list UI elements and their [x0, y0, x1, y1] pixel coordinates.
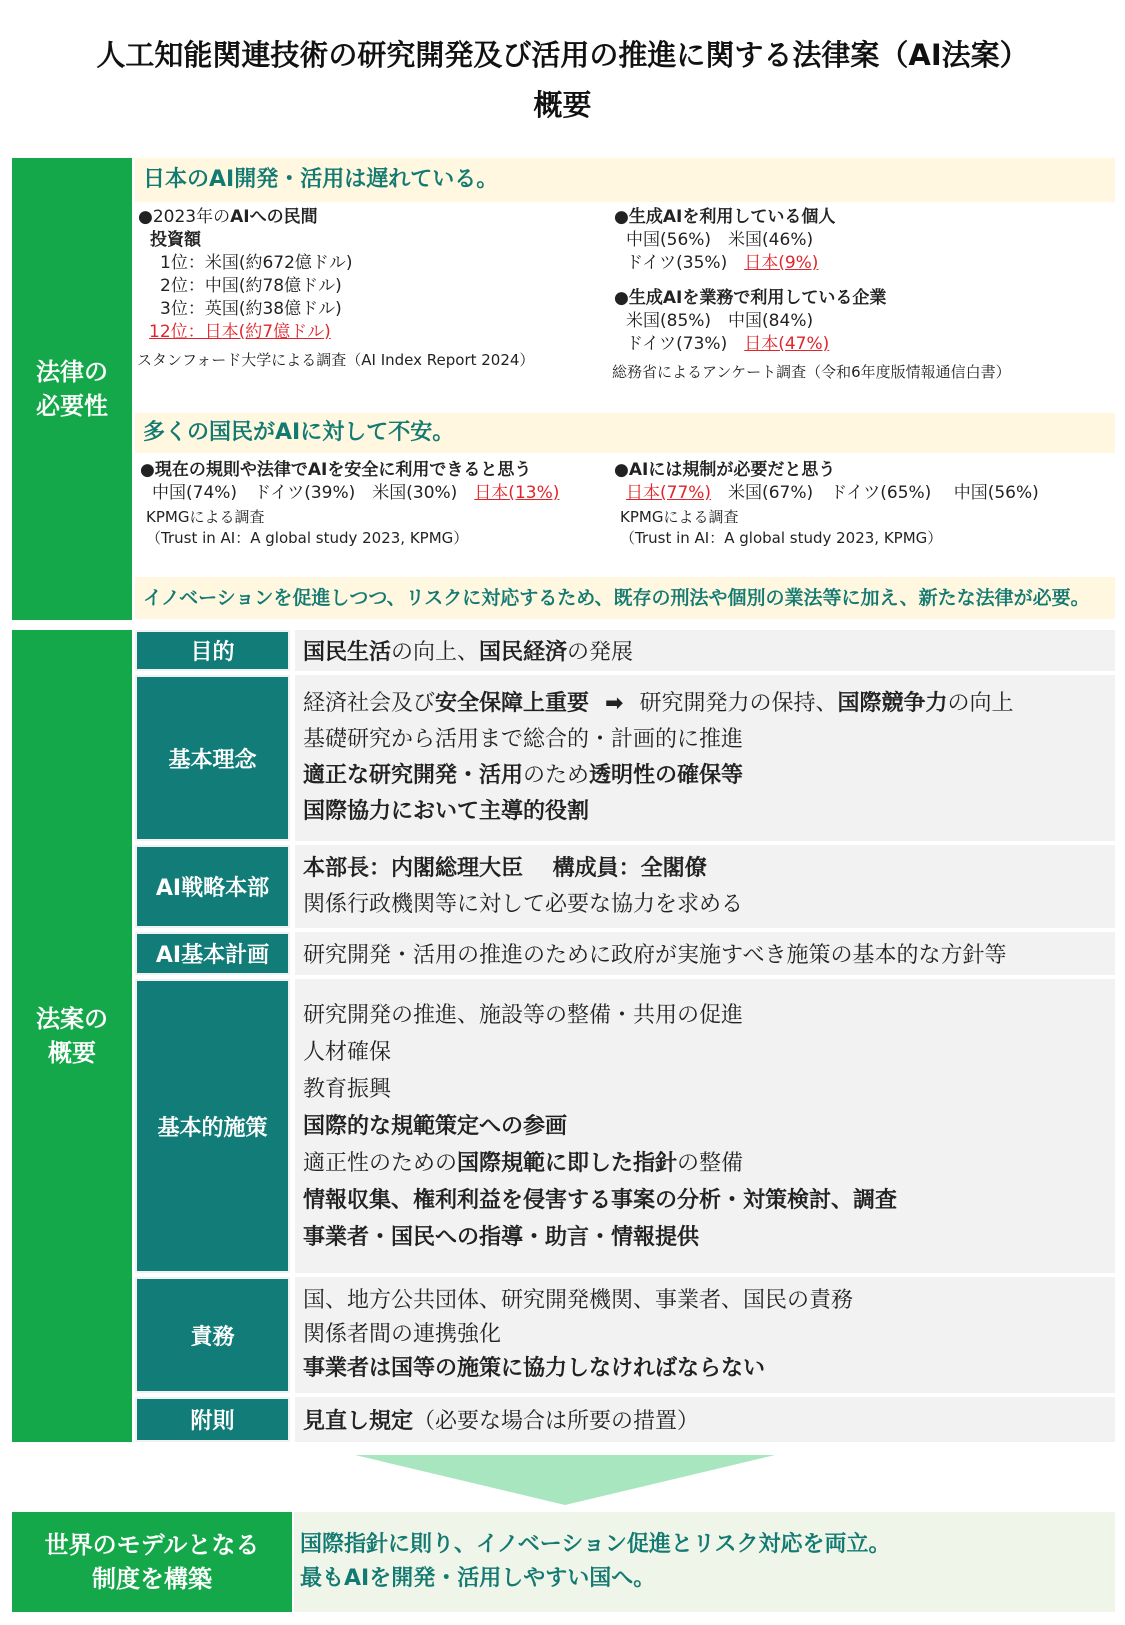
safe-use-source	[146, 507, 468, 549]
necessity-label-line1: 法律の	[36, 358, 108, 386]
plan-text: 研究開発・活用の推進のために政府が実施すべき施策の基本的な方針等	[303, 943, 1007, 968]
safe-use-head: ●現在の規則や法律でAIを安全に利用できると思う	[140, 460, 532, 480]
supplement-label: 附則	[135, 1397, 290, 1442]
hq-row	[135, 845, 1115, 928]
page-title	[0, 30, 1125, 130]
safe-use-block	[140, 459, 559, 505]
duty-l3: 事業者は国等の施策に協力しなければならない	[303, 1356, 766, 1381]
regulation-source	[620, 507, 942, 549]
investment-head-ai: AI	[230, 207, 250, 227]
business-usage-head: ●生成AIを業務で利用している企業	[614, 288, 887, 308]
goal-text-line1: 国際指針に則り、イノベーション促進とリスク対応を両立。	[300, 1532, 891, 1557]
hq-l2: 関係行政機関等に対して必要な協力を求める	[303, 891, 744, 917]
measures-l1: 研究開発の推進、施設等の整備・共用の促進	[303, 1002, 744, 1028]
supplement-text-b: （必要な場合は所要の措置）	[413, 1409, 700, 1434]
measures-l7: 事業者・国民への指導・助言・情報提供	[303, 1224, 700, 1250]
investment-source: スタンフォード大学による調査（AI Index Report 2024）	[137, 351, 535, 369]
necessity-label-line2: 必要性	[36, 392, 108, 420]
investment-head-line2: 投資額	[150, 230, 201, 250]
purpose-text-a: 国民生活	[303, 640, 392, 665]
plan-label: AI基本計画	[135, 932, 290, 975]
measures-l5c: の整備	[677, 1150, 744, 1176]
investment-rank-1: 1位：米国(約672億ドル)	[160, 253, 353, 273]
purpose-text-b: の向上、	[391, 640, 480, 665]
individual-usage-block	[614, 206, 835, 275]
purpose-content	[295, 630, 1115, 671]
public-anxiety-heading: 多くの国民がAIに対して不安。	[135, 413, 1115, 453]
individual-usage-japan: 日本(9%)	[744, 253, 819, 273]
business-usage-line2: ドイツ(73%)	[626, 334, 745, 354]
principle-l3b: のため	[523, 763, 590, 788]
safe-use-line: 中国(74%) ドイツ(39%) 米国(30%)	[152, 483, 475, 503]
goal-label	[12, 1512, 292, 1612]
new-law-needed-banner: イノベーションを促進しつつ、リスクに対応するため、既存の刑法や個別の業法等に加え、新たな法律が必要。	[135, 577, 1115, 619]
principle-l2: 基礎研究から活用まで総合的・計画的に推進	[303, 727, 744, 752]
right-arrow-icon: ➡	[605, 691, 624, 716]
regulation-head: ●AIには規制が必要だと思う	[614, 460, 836, 480]
principle-label: 基本理念	[135, 675, 290, 841]
duty-content	[295, 1277, 1115, 1393]
hq-content	[295, 845, 1115, 928]
regulation-block	[614, 459, 1039, 505]
investment-rank-3: 3位：英国(約38億ドル)	[160, 299, 342, 319]
principle-l4: 国際協力において主導的役割	[303, 799, 590, 824]
goal-text-line2: 最もAIを開発・活用しやすい国へ。	[300, 1566, 656, 1591]
investment-rank-japan: 12位：日本(約7億ドル)	[149, 322, 331, 342]
overview-label-line2: 概要	[48, 1039, 96, 1067]
duty-row	[135, 1277, 1115, 1393]
duty-l2: 関係者間の連携強化	[303, 1322, 502, 1347]
business-usage-japan: 日本(47%)	[744, 334, 830, 354]
necessity-section-label	[12, 158, 132, 620]
business-usage-block	[614, 287, 886, 356]
overview-label-line1: 法案の	[36, 1005, 108, 1033]
regulation-line: 米国(67%) ドイツ(65%) 中国(56%)	[711, 483, 1039, 503]
principle-l1b: 安全保障上重要	[435, 691, 590, 716]
regulation-source-line1: KPMGによる調査	[620, 508, 739, 526]
measures-l4: 国際的な規範策定への参画	[303, 1113, 568, 1139]
supplement-text-a: 見直し規定	[303, 1409, 414, 1434]
safe-use-japan: 日本(13%)	[474, 483, 560, 503]
individual-usage-line1: 中国(56%) 米国(46%)	[626, 230, 814, 250]
duty-l1: 国、地方公共団体、研究開発機関、事業者、国民の責務	[303, 1288, 854, 1313]
safe-use-source-line2: （Trust in AI：A global study 2023, KPMG）	[146, 529, 469, 547]
investment-rank-2: 2位：中国(約78億ドル)	[160, 276, 342, 296]
principle-l1c: 研究開発力の保持、	[639, 691, 838, 716]
investment-head-mid: への民間	[249, 207, 318, 227]
overview-section-label	[12, 630, 132, 1442]
hq-label: AI戦略本部	[135, 845, 290, 928]
measures-content	[295, 979, 1115, 1273]
down-arrow-icon	[355, 1455, 775, 1505]
measures-l6: 情報収集、権利利益を侵害する事案の分析・対策検討、調査	[303, 1187, 898, 1213]
plan-row	[135, 932, 1115, 975]
investment-block	[138, 206, 353, 344]
duty-label: 責務	[135, 1277, 290, 1393]
purpose-row	[135, 630, 1115, 671]
purpose-text-c: 国民経済	[479, 640, 568, 665]
measures-l5b: 国際規範に即した指針	[457, 1150, 678, 1176]
measures-l2: 人材確保	[303, 1039, 392, 1065]
regulation-japan: 日本(77%)	[626, 483, 712, 503]
measures-label: 基本的施策	[135, 979, 290, 1273]
business-usage-source: 総務省によるアンケート調査（令和6年度版情報通信白書）	[612, 363, 1011, 381]
measures-l3: 教育振興	[303, 1076, 392, 1102]
principle-l3a: 適正な研究開発・活用	[303, 763, 524, 788]
goal-text	[294, 1512, 1115, 1612]
hq-l1: 本部長：内閣総理大臣 構成員：全閣僚	[303, 855, 707, 881]
investment-head-pre: ●2023年の	[138, 207, 231, 227]
plan-content	[295, 932, 1115, 975]
principle-l1d: 国際競争力	[837, 691, 948, 716]
title-line-2: 概要	[533, 88, 592, 122]
goal-label-line2: 制度を構築	[92, 1565, 212, 1593]
principle-l1e: の向上	[947, 691, 1014, 716]
title-line-1: 人工知能関連技術の研究開発及び活用の推進に関する法律案（AI法案）	[96, 38, 1029, 72]
purpose-label: 目的	[135, 630, 290, 671]
supplement-content	[295, 1397, 1115, 1442]
principle-row	[135, 675, 1115, 841]
individual-usage-line2: ドイツ(35%)	[626, 253, 745, 273]
principle-content	[295, 675, 1115, 841]
goal-label-line1: 世界のモデルとなる	[44, 1531, 260, 1559]
principle-l1a: 経済社会及び	[303, 691, 436, 716]
principle-l3c: 透明性の確保等	[589, 763, 744, 788]
measures-row	[135, 979, 1115, 1273]
measures-l5a: 適正性のための	[303, 1150, 458, 1176]
business-usage-line1: 米国(85%) 中国(84%)	[626, 311, 814, 331]
ai-delay-heading: 日本のAI開発・活用は遅れている。	[135, 158, 1115, 202]
individual-usage-head: ●生成AIを利用している個人	[614, 207, 836, 227]
purpose-text-d: の発展	[567, 640, 634, 665]
supplement-row	[135, 1397, 1115, 1442]
regulation-source-line2: （Trust in AI：A global study 2023, KPMG）	[620, 529, 943, 547]
safe-use-source-line1: KPMGによる調査	[146, 508, 265, 526]
